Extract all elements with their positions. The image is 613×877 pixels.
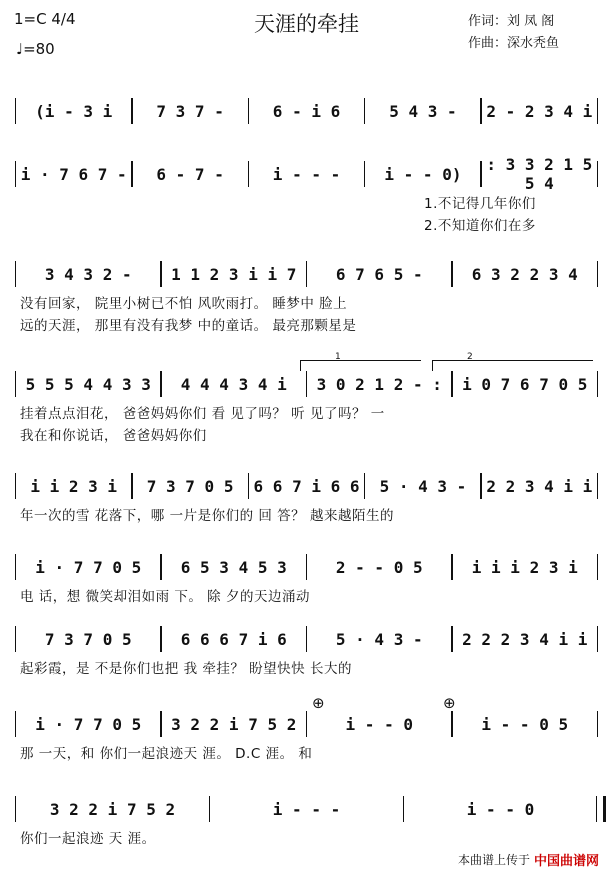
first-ending-bracket	[300, 352, 421, 371]
notes-row	[14, 625, 599, 653]
barline	[596, 98, 599, 124]
notes-row	[14, 155, 599, 193]
measure: 5 5 5 4 4 3 3	[25, 374, 151, 394]
measure: i · 7 7 0 5	[35, 557, 142, 577]
notes-row	[14, 553, 599, 581]
lyric-line: 没有回家， 院里小树已不怕 风吹雨打。 睡梦中 脸上	[20, 296, 348, 312]
measure: 6 7 6 5 -	[335, 264, 423, 284]
measure: 2 2 3 4 i i	[486, 476, 593, 496]
lyric-line: 你们一起浪迹 天 涯。	[20, 831, 156, 847]
notes-row	[14, 370, 599, 398]
lyric-line: 我在和你说话， 爸爸妈妈你们	[20, 428, 207, 444]
measure: 3 2 2 i 7 5 2	[49, 799, 176, 819]
measure: : 3 3 2 1 5 5 4	[486, 155, 593, 193]
measure: 4 4 4 3 4 i	[180, 374, 287, 394]
measure: 2 2 2 3 4 i i	[462, 629, 588, 649]
measure: 7 3 7 0 5	[44, 629, 132, 649]
key-signature: 1=C 4/4	[14, 10, 76, 28]
barline	[596, 261, 599, 287]
measure: i 0 7 6 7 0 5	[462, 374, 588, 394]
lyric-line: 电 话，想 微笑却泪如雨 下。 除 夕的天边涌动	[20, 589, 310, 605]
measure: i · 7 7 0 5	[35, 714, 142, 734]
notes-row	[14, 795, 599, 823]
composer-credit: 作曲：深水秃鱼	[468, 36, 560, 51]
measure: i i 2 3 i	[30, 476, 118, 496]
measure: i · 7 6 7 -	[20, 164, 127, 184]
measure: 6 5 3 4 5 3	[180, 557, 287, 577]
second-ending-label: 2	[467, 352, 473, 362]
double-barline	[596, 796, 599, 822]
upload-note: 本曲谱上传于	[457, 853, 530, 867]
barline	[596, 626, 599, 652]
lyric-line: 挂着点点泪花， 爸爸妈妈你们 看 见了吗？ 听 见了吗？ 一	[20, 406, 385, 422]
lyric-line: 起彩霞，是 不是你们也把 我 牵挂？ 盼望快快 长大的	[20, 661, 352, 677]
coda-icon: ⊕	[312, 694, 325, 712]
barline	[596, 371, 599, 397]
measure: i - - -	[272, 164, 341, 184]
coda-icon: ⊕	[443, 694, 456, 712]
measure: 6 6 6 7 i 6	[180, 629, 287, 649]
measure: i i i 2 3 i	[471, 557, 578, 577]
lyric-line: 远的天涯， 那里有没有我梦 中的童话。 最亮那颗星是	[20, 318, 357, 334]
barline	[596, 711, 599, 737]
lyricist-credit: 作词：刘 凤 阁	[468, 14, 555, 29]
measure: 3 2 2 i 7 5 2	[171, 714, 297, 734]
footer	[458, 850, 599, 869]
measure: i - - 0)	[384, 164, 462, 184]
lyric-line: 1.不记得几年你们	[424, 196, 536, 212]
measure: 5 4 3 -	[389, 101, 457, 121]
barline	[596, 161, 599, 187]
measure: 3 4 3 2 -	[44, 264, 132, 284]
measure: 7 3 7 0 5	[146, 476, 234, 496]
barline	[596, 554, 599, 580]
first-ending-label: 1	[335, 352, 341, 362]
measure: 2 - 2 3 4 i	[486, 101, 593, 121]
measure: 1 1 2 3 i i 7	[171, 264, 297, 284]
notes-row	[14, 710, 599, 738]
lyric-line: 那 一天，和 你们一起浪迹天 涯。 D.C 涯。 和	[20, 746, 313, 762]
measure: 2 - - 0 5	[335, 557, 423, 577]
measure: i - - 0 5	[481, 714, 569, 734]
measure: 5 · 4 3 -	[379, 476, 467, 496]
notes-row	[14, 260, 599, 288]
measure: i - - 0	[345, 714, 413, 734]
measure: 5 · 4 3 -	[335, 629, 423, 649]
song-title: 天涯的牵挂	[254, 12, 359, 36]
barline	[596, 473, 599, 499]
measure: i - - -	[272, 799, 341, 819]
tempo-marking: ♩=80	[16, 40, 55, 58]
measure: i - - 0	[466, 799, 535, 819]
lyric-line: 年一次的雪 花落下，哪 一片是你们的 回 答？ 越来越陌生的	[20, 508, 394, 524]
measure: 6 3 2 2 3 4	[471, 264, 578, 284]
second-ending-bracket	[432, 352, 593, 371]
measure: 3 0 2 1 2 - :	[316, 374, 442, 394]
notes-row	[14, 97, 599, 125]
measure: 6 - 7 -	[156, 164, 224, 184]
site-logo: 中国曲谱网	[533, 854, 599, 869]
lyric-line: 2.不知道你们在多	[424, 218, 536, 234]
measure: 6 - i 6	[272, 101, 341, 121]
notes-row	[14, 472, 599, 500]
measure: 7 3 7 -	[156, 101, 224, 121]
measure: (i - 3 i	[35, 101, 113, 121]
measure: 6 6 7 i 6 6	[253, 476, 360, 496]
